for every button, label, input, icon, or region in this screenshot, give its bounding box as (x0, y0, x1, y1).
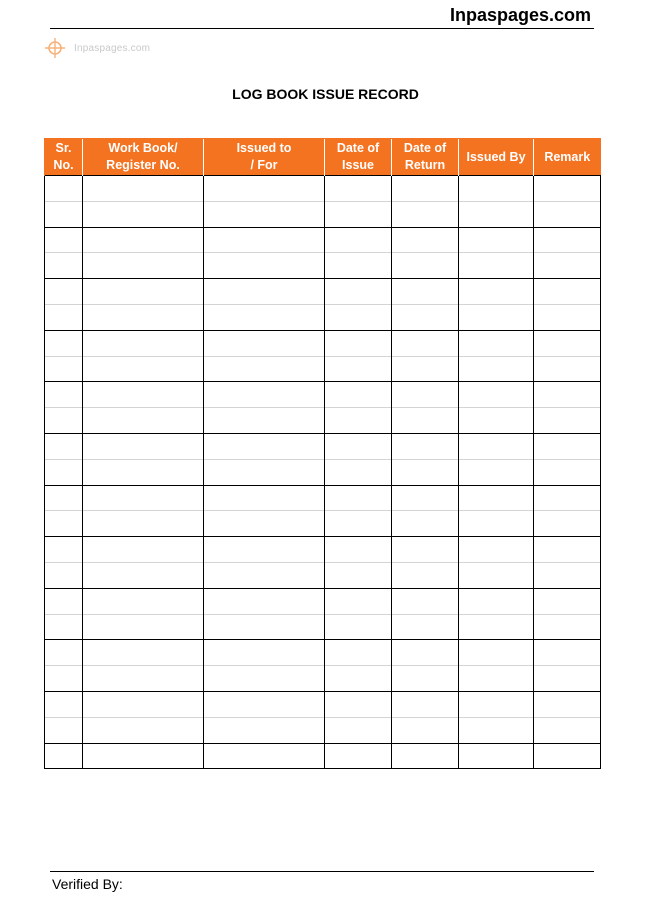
table-cell[interactable] (204, 691, 325, 717)
table-cell[interactable] (534, 691, 601, 717)
table-cell[interactable] (45, 227, 83, 253)
table-cell[interactable] (45, 537, 83, 563)
table-cell[interactable] (459, 433, 534, 459)
table-cell[interactable] (83, 537, 204, 563)
table-cell[interactable] (534, 743, 601, 769)
table-cell[interactable] (459, 330, 534, 356)
table-cell[interactable] (325, 356, 392, 382)
table-cell[interactable] (459, 691, 534, 717)
table-row (45, 537, 601, 563)
table-row (45, 279, 601, 305)
table-cell[interactable] (392, 588, 459, 614)
table-cell[interactable] (83, 562, 204, 588)
table-cell[interactable] (459, 511, 534, 537)
table-cell[interactable] (83, 459, 204, 485)
table-cell[interactable] (534, 562, 601, 588)
table-cell[interactable] (459, 562, 534, 588)
table-cell[interactable] (534, 640, 601, 666)
table-cell[interactable] (204, 304, 325, 330)
table-cell[interactable] (45, 176, 83, 202)
table-cell[interactable] (83, 666, 204, 692)
table-cell[interactable] (459, 279, 534, 305)
table-cell[interactable] (45, 408, 83, 434)
table-cell[interactable] (325, 588, 392, 614)
table-cell[interactable] (83, 640, 204, 666)
table-cell[interactable] (459, 304, 534, 330)
table-cell[interactable] (392, 459, 459, 485)
table-row (45, 562, 601, 588)
column-header-date-of-return: Date of Return (392, 139, 459, 176)
table-cell[interactable] (83, 717, 204, 743)
table-cell[interactable] (83, 356, 204, 382)
table-cell[interactable] (45, 640, 83, 666)
table-cell[interactable] (325, 640, 392, 666)
table-cell[interactable] (459, 382, 534, 408)
table-cell[interactable] (392, 614, 459, 640)
table-cell[interactable] (45, 382, 83, 408)
table-cell[interactable] (534, 176, 601, 202)
table-cell[interactable] (534, 511, 601, 537)
table-cell[interactable] (204, 588, 325, 614)
table-cell[interactable] (204, 433, 325, 459)
table-cell[interactable] (83, 304, 204, 330)
table-cell[interactable] (204, 562, 325, 588)
table-cell[interactable] (459, 253, 534, 279)
table-row (45, 356, 601, 382)
table-cell[interactable] (534, 304, 601, 330)
table-cell[interactable] (534, 666, 601, 692)
table-cell[interactable] (45, 253, 83, 279)
table-cell[interactable] (459, 666, 534, 692)
table-cell[interactable] (204, 382, 325, 408)
table-cell[interactable] (83, 433, 204, 459)
table-cell[interactable] (459, 227, 534, 253)
table-cell[interactable] (204, 356, 325, 382)
table-cell[interactable] (534, 330, 601, 356)
table-row (45, 304, 601, 330)
table-cell[interactable] (392, 253, 459, 279)
table-cell[interactable] (325, 537, 392, 563)
table-cell[interactable] (392, 201, 459, 227)
table-cell[interactable] (392, 562, 459, 588)
column-header-issued-by: Issued By (459, 139, 534, 176)
table-cell[interactable] (459, 356, 534, 382)
bottom-divider (50, 871, 594, 872)
table-cell[interactable] (45, 279, 83, 305)
table-cell[interactable] (325, 614, 392, 640)
table-row (45, 227, 601, 253)
table-cell[interactable] (83, 588, 204, 614)
table-cell[interactable] (459, 717, 534, 743)
table-cell[interactable] (45, 666, 83, 692)
table-cell[interactable] (83, 279, 204, 305)
site-name: Inpaspages.com (449, 5, 591, 25)
table-cell[interactable] (45, 201, 83, 227)
table-cell[interactable] (83, 227, 204, 253)
table-cell[interactable] (204, 279, 325, 305)
table-cell[interactable] (325, 227, 392, 253)
table-cell[interactable] (83, 485, 204, 511)
table-row (45, 176, 601, 202)
table-cell[interactable] (204, 253, 325, 279)
table-row (45, 691, 601, 717)
table-cell[interactable] (325, 304, 392, 330)
table-cell[interactable] (204, 201, 325, 227)
table-cell[interactable] (392, 330, 459, 356)
table-cell[interactable] (325, 691, 392, 717)
table-cell[interactable] (325, 408, 392, 434)
column-header-issued-to: Issued to / For (204, 139, 325, 176)
table-row (45, 201, 601, 227)
table-row (45, 330, 601, 356)
table-cell[interactable] (204, 717, 325, 743)
table-body (45, 176, 601, 769)
table-cell[interactable] (325, 717, 392, 743)
table-cell[interactable] (45, 614, 83, 640)
table-cell[interactable] (45, 330, 83, 356)
table-cell[interactable] (325, 485, 392, 511)
table-cell[interactable] (534, 433, 601, 459)
table-row (45, 588, 601, 614)
table-cell[interactable] (45, 304, 83, 330)
page-title: LOG BOOK ISSUE RECORD (232, 86, 419, 102)
table-cell[interactable] (392, 717, 459, 743)
table-cell[interactable] (534, 201, 601, 227)
table-cell[interactable] (459, 176, 534, 202)
table-cell[interactable] (204, 511, 325, 537)
table-cell[interactable] (534, 356, 601, 382)
table-cell[interactable] (204, 666, 325, 692)
table-cell[interactable] (392, 537, 459, 563)
table-cell[interactable] (83, 201, 204, 227)
column-header-remark: Remark (534, 139, 601, 176)
table-cell[interactable] (83, 691, 204, 717)
table-cell[interactable] (45, 717, 83, 743)
table-cell[interactable] (459, 537, 534, 563)
table-cell[interactable] (204, 640, 325, 666)
table-row (45, 614, 601, 640)
table-cell[interactable] (83, 614, 204, 640)
table-cell[interactable] (325, 382, 392, 408)
table-cell[interactable] (392, 485, 459, 511)
table-cell[interactable] (392, 356, 459, 382)
table-row (45, 743, 601, 769)
table-cell[interactable] (325, 459, 392, 485)
table-cell[interactable] (534, 537, 601, 563)
table-cell[interactable] (204, 408, 325, 434)
table-cell[interactable] (534, 382, 601, 408)
table-cell[interactable] (534, 279, 601, 305)
table-cell[interactable] (459, 485, 534, 511)
table-cell[interactable] (392, 691, 459, 717)
table-cell[interactable] (392, 176, 459, 202)
table-cell[interactable] (45, 511, 83, 537)
table-cell[interactable] (392, 304, 459, 330)
table-cell[interactable] (534, 227, 601, 253)
table-row (45, 717, 601, 743)
table-row (45, 253, 601, 279)
column-header-sr-no: Sr. No. (45, 139, 83, 176)
table-cell[interactable] (83, 408, 204, 434)
table-row (45, 666, 601, 692)
table-cell[interactable] (325, 433, 392, 459)
table-cell[interactable] (83, 253, 204, 279)
table-cell[interactable] (83, 511, 204, 537)
table-cell[interactable] (45, 485, 83, 511)
table-cell[interactable] (392, 382, 459, 408)
table-cell[interactable] (459, 588, 534, 614)
column-header-date-of-issue: Date of Issue (325, 139, 392, 176)
table-cell[interactable] (534, 253, 601, 279)
table-cell[interactable] (325, 666, 392, 692)
table-row (45, 408, 601, 434)
table-cell[interactable] (392, 433, 459, 459)
table-cell[interactable] (534, 717, 601, 743)
logo-text: Inpaspages.com (74, 42, 151, 54)
table-cell[interactable] (45, 562, 83, 588)
table-cell[interactable] (325, 201, 392, 227)
table-row (45, 433, 601, 459)
table-cell[interactable] (45, 743, 83, 769)
table-cell[interactable] (204, 227, 325, 253)
table-cell[interactable] (204, 743, 325, 769)
crosshair-icon (44, 37, 66, 59)
table-cell[interactable] (83, 382, 204, 408)
table-cell[interactable] (534, 588, 601, 614)
table-cell[interactable] (325, 743, 392, 769)
table-cell[interactable] (204, 176, 325, 202)
table-row (45, 640, 601, 666)
table-cell[interactable] (83, 330, 204, 356)
table-cell[interactable] (534, 459, 601, 485)
table-cell[interactable] (459, 743, 534, 769)
table-row (45, 382, 601, 408)
table-cell[interactable] (204, 537, 325, 563)
table-cell[interactable] (325, 176, 392, 202)
table-cell[interactable] (459, 408, 534, 434)
table-cell[interactable] (459, 459, 534, 485)
table-cell[interactable] (392, 511, 459, 537)
table-cell[interactable] (392, 640, 459, 666)
site-logo (44, 37, 150, 59)
table-cell[interactable] (325, 279, 392, 305)
table-cell[interactable] (204, 330, 325, 356)
table-cell[interactable] (45, 588, 83, 614)
table-cell[interactable] (325, 330, 392, 356)
table-cell[interactable] (392, 743, 459, 769)
table-row (45, 511, 601, 537)
table-cell[interactable] (534, 408, 601, 434)
table-cell[interactable] (204, 459, 325, 485)
table-cell[interactable] (45, 459, 83, 485)
table-cell[interactable] (45, 356, 83, 382)
table-cell[interactable] (204, 485, 325, 511)
table-cell[interactable] (45, 433, 83, 459)
table-cell[interactable] (392, 279, 459, 305)
log-book-table (44, 138, 601, 769)
table-cell[interactable] (83, 176, 204, 202)
verified-by-label: Verified By: (52, 876, 123, 892)
table-cell[interactable] (325, 511, 392, 537)
table-cell[interactable] (45, 691, 83, 717)
top-divider (50, 28, 594, 29)
table-cell[interactable] (459, 640, 534, 666)
table-row (45, 485, 601, 511)
table-cell[interactable] (325, 253, 392, 279)
table-cell[interactable] (392, 408, 459, 434)
table-cell[interactable] (204, 614, 325, 640)
table-header-row (45, 139, 601, 176)
table-cell[interactable] (459, 201, 534, 227)
column-header-work-book: Work Book/ Register No. (83, 139, 204, 176)
table-cell[interactable] (325, 562, 392, 588)
table-row (45, 459, 601, 485)
table-cell[interactable] (534, 614, 601, 640)
table-cell[interactable] (534, 485, 601, 511)
table-cell[interactable] (459, 614, 534, 640)
table-cell[interactable] (83, 743, 204, 769)
table-cell[interactable] (392, 666, 459, 692)
table-cell[interactable] (392, 227, 459, 253)
